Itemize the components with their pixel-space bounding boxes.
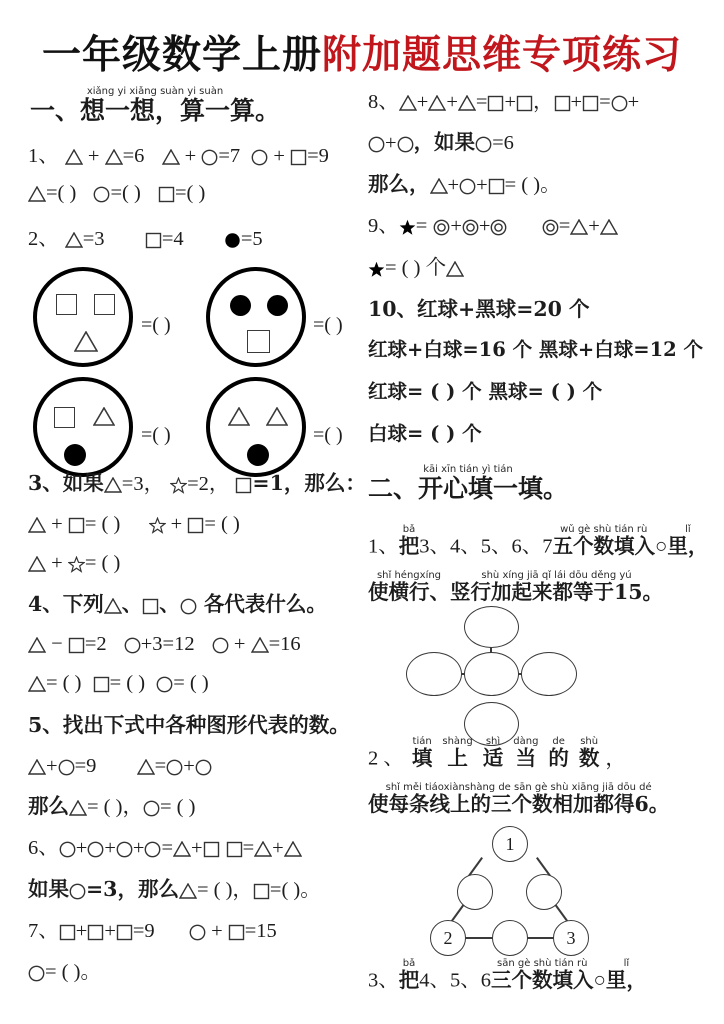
- problem-8-line-3: 那么， + + = ( )。: [368, 172, 561, 196]
- s2-p1-numbers: 3、4、5、6、7: [419, 535, 553, 558]
- section-two-heading: [368, 464, 568, 502]
- circle-icon: [611, 95, 628, 112]
- filled-circle-icon: [230, 295, 251, 316]
- cross-circle-left[interactable]: [406, 652, 462, 696]
- triangle-icon: [65, 232, 83, 248]
- triangle-circle-bottom-left[interactable]: 2: [430, 920, 466, 956]
- problem-6-answer-2[interactable]: =( )。: [269, 879, 321, 901]
- problem-1-equations: 1、 + =6 + =7 + =9: [28, 145, 329, 167]
- problem-8-line-1: 8、 + + = + ， + = +: [368, 91, 640, 113]
- problem-9-line-1: 9、 = + + = +: [368, 216, 618, 237]
- problem-6-answers: 如果 =3，那么 = ( )， =( )。: [28, 877, 321, 901]
- triangle-icon: [104, 598, 122, 614]
- problem-4-eq3: =16: [268, 633, 301, 655]
- problem-2-definitions: [28, 229, 263, 250]
- problem-4-answer-3[interactable]: = ( ): [173, 672, 209, 694]
- double-circle-icon: [462, 219, 479, 236]
- problem-3-star-value: =2，: [187, 473, 230, 495]
- circle-icon: [116, 841, 133, 858]
- square-icon: [56, 294, 77, 315]
- triangle-icon: [446, 261, 464, 277]
- square-icon: [290, 149, 307, 166]
- problem-10-line-4[interactable]: 白球= ( ) 个: [368, 422, 482, 445]
- circle-icon: [28, 965, 45, 982]
- square-icon: [187, 517, 204, 534]
- filled-circle-icon: [64, 444, 86, 466]
- problem-6-number: 6、: [28, 837, 59, 859]
- triangle-icon: [570, 219, 588, 235]
- problem-5-answer-2[interactable]: = ( ): [159, 796, 196, 818]
- problem-5-equations: + =9 = +: [28, 756, 212, 777]
- square-icon: [516, 95, 533, 112]
- section-two-problem-1-line-2: shǐ héngxíng 使横行、 shù xíng jiā qǐ lái dōu děng yú 竖行加起来都等于15。: [368, 570, 664, 604]
- problem-7-eq1: =9: [132, 920, 155, 942]
- problem-3-answer-1[interactable]: = ( ): [84, 513, 121, 535]
- circle-icon: [143, 800, 160, 817]
- triangle-icon: [28, 676, 46, 692]
- problem-7-answer-blank[interactable]: = ( )。: [45, 961, 101, 983]
- problem-7-equations: 7、 + + =9 + =15: [28, 920, 277, 942]
- problem-10-line-3[interactable]: 红球= ( ) 个 黑球= ( ) 个: [368, 380, 603, 403]
- triangle-icon: [105, 149, 123, 165]
- face-diagram-d: [206, 377, 306, 477]
- star-outline-icon: [170, 477, 187, 494]
- circle-icon: [201, 149, 218, 166]
- square-icon: [145, 232, 162, 249]
- problem-4-answers: [28, 673, 209, 694]
- page-title: [0, 24, 724, 80]
- problem-2-square-value: =4: [161, 228, 184, 250]
- double-circle-icon: [490, 219, 507, 236]
- problem-7-number: 7、: [28, 920, 59, 942]
- problem-8-number: 8、: [368, 91, 399, 113]
- problem-3-row-1: + = ( ) + = ( ): [28, 514, 240, 535]
- problem-3-square-value: =1，那么：: [252, 471, 366, 495]
- square-icon: [253, 883, 270, 900]
- square-icon: [247, 330, 270, 353]
- triangle-icon: [137, 759, 155, 775]
- circle-icon: [144, 841, 161, 858]
- square-icon: [554, 95, 571, 112]
- face-b-answer[interactable]: =( ): [313, 314, 343, 336]
- circle-icon: [189, 924, 206, 941]
- problem-9-answer-blank[interactable]: = ( ) 个: [385, 257, 447, 279]
- circle-icon: [93, 186, 110, 203]
- circle-icon: [459, 178, 476, 195]
- circle-icon: [195, 759, 212, 776]
- problem-1-eq1-tail: =6: [122, 145, 145, 167]
- square-icon: [226, 841, 243, 858]
- section-one-heading-text: 一、想一想，算一算。: [30, 96, 281, 125]
- triangle-icon: [69, 800, 87, 816]
- problem-9-number: 9、: [368, 215, 399, 237]
- problem-1-eq2-tail: =7: [218, 145, 241, 167]
- cross-circle-center[interactable]: [464, 652, 519, 696]
- section-two-problem-1-line-1: 1、 bǎ 把 3、4、5、6、7 wǔ gè shù tián rù 五个数填入 ○ lǐ 里，: [368, 524, 709, 558]
- triangle-icon: [28, 556, 46, 572]
- problem-3-triangle-value: =3，: [121, 473, 165, 495]
- cross-diagram: [406, 606, 666, 746]
- square-icon: [142, 598, 159, 615]
- s2-p2-number: 2 、: [368, 747, 404, 770]
- star-filled-icon: [368, 261, 385, 278]
- triangle-icon: [399, 95, 417, 111]
- square-icon: [93, 676, 110, 693]
- section-two-problem-2-line-1: 2 、 tián 填 shàng 上 shì 适 dàng 当 de 的 shù 数 ，: [368, 736, 626, 770]
- triangle-icon: [28, 186, 46, 202]
- problem-3-answer-3[interactable]: = ( ): [84, 552, 121, 574]
- problem-1-answer-3[interactable]: =( ): [174, 182, 206, 204]
- problem-3-answer-2[interactable]: = ( ): [204, 513, 240, 535]
- square-icon: [158, 186, 175, 203]
- triangle-icon: [28, 637, 46, 653]
- circle-icon: [69, 883, 86, 900]
- square-icon: [116, 924, 133, 941]
- problem-5-answer-1[interactable]: = ( )，: [87, 796, 143, 818]
- circle-icon: [180, 598, 197, 615]
- problem-8-answer-blank[interactable]: = ( )。: [504, 174, 561, 196]
- triangle-icon: [65, 149, 83, 165]
- circle-icon: [59, 841, 76, 858]
- problem-4-heading: 4、下列 、 、 各代表什么。: [28, 592, 327, 616]
- circle-icon: [156, 676, 173, 693]
- problem-6-equations: 6、 + + + = + = +: [28, 838, 302, 859]
- triangle-icon: [28, 759, 46, 775]
- problem-10-line-1: 10、红球+黑球=20 个: [368, 297, 590, 321]
- triangle-circle-left-mid[interactable]: [457, 874, 493, 910]
- filled-circle-icon: [224, 232, 241, 249]
- face-d-answer[interactable]: =( ): [313, 424, 343, 446]
- face-a-answer[interactable]: =( ): [141, 314, 171, 336]
- section-two-problem-2-line-2: shǐ měi tiáoxiànshàng de sān gè shù xiāng jiā dōu dé 使每条线上的三个数相加都得6。: [368, 782, 670, 816]
- problem-2-triangle-value: =3: [82, 228, 105, 250]
- square-icon: [68, 637, 85, 654]
- face-diagram-b: [206, 267, 306, 367]
- square-icon: [228, 924, 245, 941]
- problem-4-eq2: +3=12: [140, 633, 195, 655]
- problem-4-answer-2[interactable]: = ( ): [109, 672, 146, 694]
- square-icon: [203, 841, 220, 858]
- triangle-circle-apex[interactable]: 1: [492, 826, 528, 862]
- problem-9-line-2: [368, 258, 464, 279]
- problem-4-answer-1[interactable]: = ( ): [46, 672, 82, 694]
- problem-1-number: 1、: [28, 145, 59, 167]
- problem-2-dot-value: =5: [240, 228, 263, 250]
- face-diagram-a: [33, 267, 133, 367]
- circle-icon: [87, 841, 104, 858]
- problem-6-answer-1[interactable]: = ( )，: [196, 879, 253, 901]
- square-icon: [54, 407, 75, 428]
- problem-5-heading: 5、找出下式中各种图形代表的数。: [28, 713, 350, 737]
- star-outline-icon: [68, 556, 85, 573]
- s2-p3-number: 3、: [368, 969, 399, 992]
- square-icon: [487, 95, 504, 112]
- triangle-icon: [162, 149, 180, 165]
- triangle-icon: [266, 407, 288, 426]
- circle-icon: [212, 637, 229, 654]
- square-icon: [94, 294, 115, 315]
- circle-icon: [368, 136, 385, 153]
- problem-3-statement: [28, 473, 366, 495]
- circle-icon: [124, 637, 141, 654]
- circle-icon: [397, 136, 414, 153]
- triangle-diagram: [430, 826, 630, 956]
- section-one-heading: [30, 86, 280, 124]
- section-two-problem-3: 3、 bǎ 把 4、5、6 sān gè shù tián rù 三个数填入 ○ lǐ 里，: [368, 958, 647, 992]
- triangle-icon: [458, 95, 476, 111]
- star-outline-icon: [149, 517, 166, 534]
- triangle-icon: [28, 517, 46, 533]
- problem-4-prefix: 4、下列: [28, 592, 104, 616]
- section-one-pinyin: xiǎng yi xiǎng suàn yi suàn: [86, 86, 224, 97]
- problem-7-answer: [28, 962, 101, 983]
- star-filled-icon: [399, 219, 416, 236]
- circle-icon: ○: [655, 535, 668, 558]
- triangle-icon: [228, 407, 250, 426]
- square-icon: [235, 477, 252, 494]
- section-two-pinyin: kāi xīn tián yì tián: [423, 464, 513, 475]
- triangle-circle-bottom-mid[interactable]: [492, 920, 528, 956]
- triangle-icon: [104, 477, 122, 493]
- problem-3-prefix: 3、如果: [28, 471, 104, 495]
- problem-4-suffix: 各代表什么。: [196, 592, 327, 616]
- triangle-circle-bottom-right[interactable]: 3: [553, 920, 589, 956]
- problem-2-number: 2、: [28, 228, 59, 250]
- circle-icon: [58, 759, 75, 776]
- problem-1-eq3-tail: =9: [307, 145, 329, 167]
- problem-5-eq1: =9: [74, 755, 97, 777]
- double-circle-icon: [433, 219, 450, 236]
- square-icon: [582, 95, 599, 112]
- problem-8-line-2: + ，如果 =6: [368, 132, 514, 154]
- problem-4-eq1: =2: [84, 633, 107, 655]
- problem-7-eq2: =15: [244, 920, 277, 942]
- triangle-circle-right-mid[interactable]: [526, 874, 562, 910]
- triangle-icon: [251, 637, 269, 653]
- triangle-icon: [93, 407, 115, 426]
- square-icon: [87, 924, 104, 941]
- triangle-icon: [173, 841, 191, 857]
- face-c-answer[interactable]: =( ): [141, 424, 171, 446]
- problem-1-answer-2[interactable]: =( ): [110, 182, 141, 204]
- square-icon: [68, 517, 85, 534]
- problem-10-line-2: 红球+白球=16 个 黑球+白球=12 个: [368, 338, 703, 361]
- triangle-icon: [254, 841, 272, 857]
- problem-3-row-2: + = ( ): [28, 553, 120, 574]
- triangle-icon: [430, 178, 448, 194]
- cross-circle-top[interactable]: [464, 606, 519, 648]
- double-circle-icon: [542, 219, 559, 236]
- cross-circle-right[interactable]: [521, 652, 577, 696]
- triangle-icon: [74, 331, 98, 352]
- problem-5-answers: 那么 = ( )， = ( ): [28, 794, 196, 818]
- circle-icon: ○: [593, 969, 606, 992]
- square-icon: [488, 178, 505, 195]
- problem-1-answer-1[interactable]: =( ): [46, 182, 77, 204]
- page-title-red: 附加题思维专项练习: [322, 32, 683, 78]
- page-title-black: 一年级数学上册: [41, 32, 322, 78]
- problem-4-equations: − =2 +3=12 + =16: [28, 634, 301, 655]
- triangle-icon: [600, 219, 618, 235]
- triangle-icon: [179, 883, 197, 899]
- triangle-icon: [428, 95, 446, 111]
- s2-p3-numbers: 4、5、6: [419, 969, 491, 992]
- circle-icon: [475, 136, 492, 153]
- s2-p1-number: 1、: [368, 535, 399, 558]
- section-two-heading-text: 二、开心填一填。: [368, 474, 569, 503]
- square-icon: [59, 924, 76, 941]
- face-diagram-c: [33, 377, 133, 477]
- circle-icon: [251, 149, 268, 166]
- filled-circle-icon: [267, 295, 288, 316]
- filled-circle-icon: [247, 444, 269, 466]
- problem-1-answers: [28, 183, 205, 204]
- triangle-icon: [284, 841, 302, 857]
- circle-icon: [166, 759, 183, 776]
